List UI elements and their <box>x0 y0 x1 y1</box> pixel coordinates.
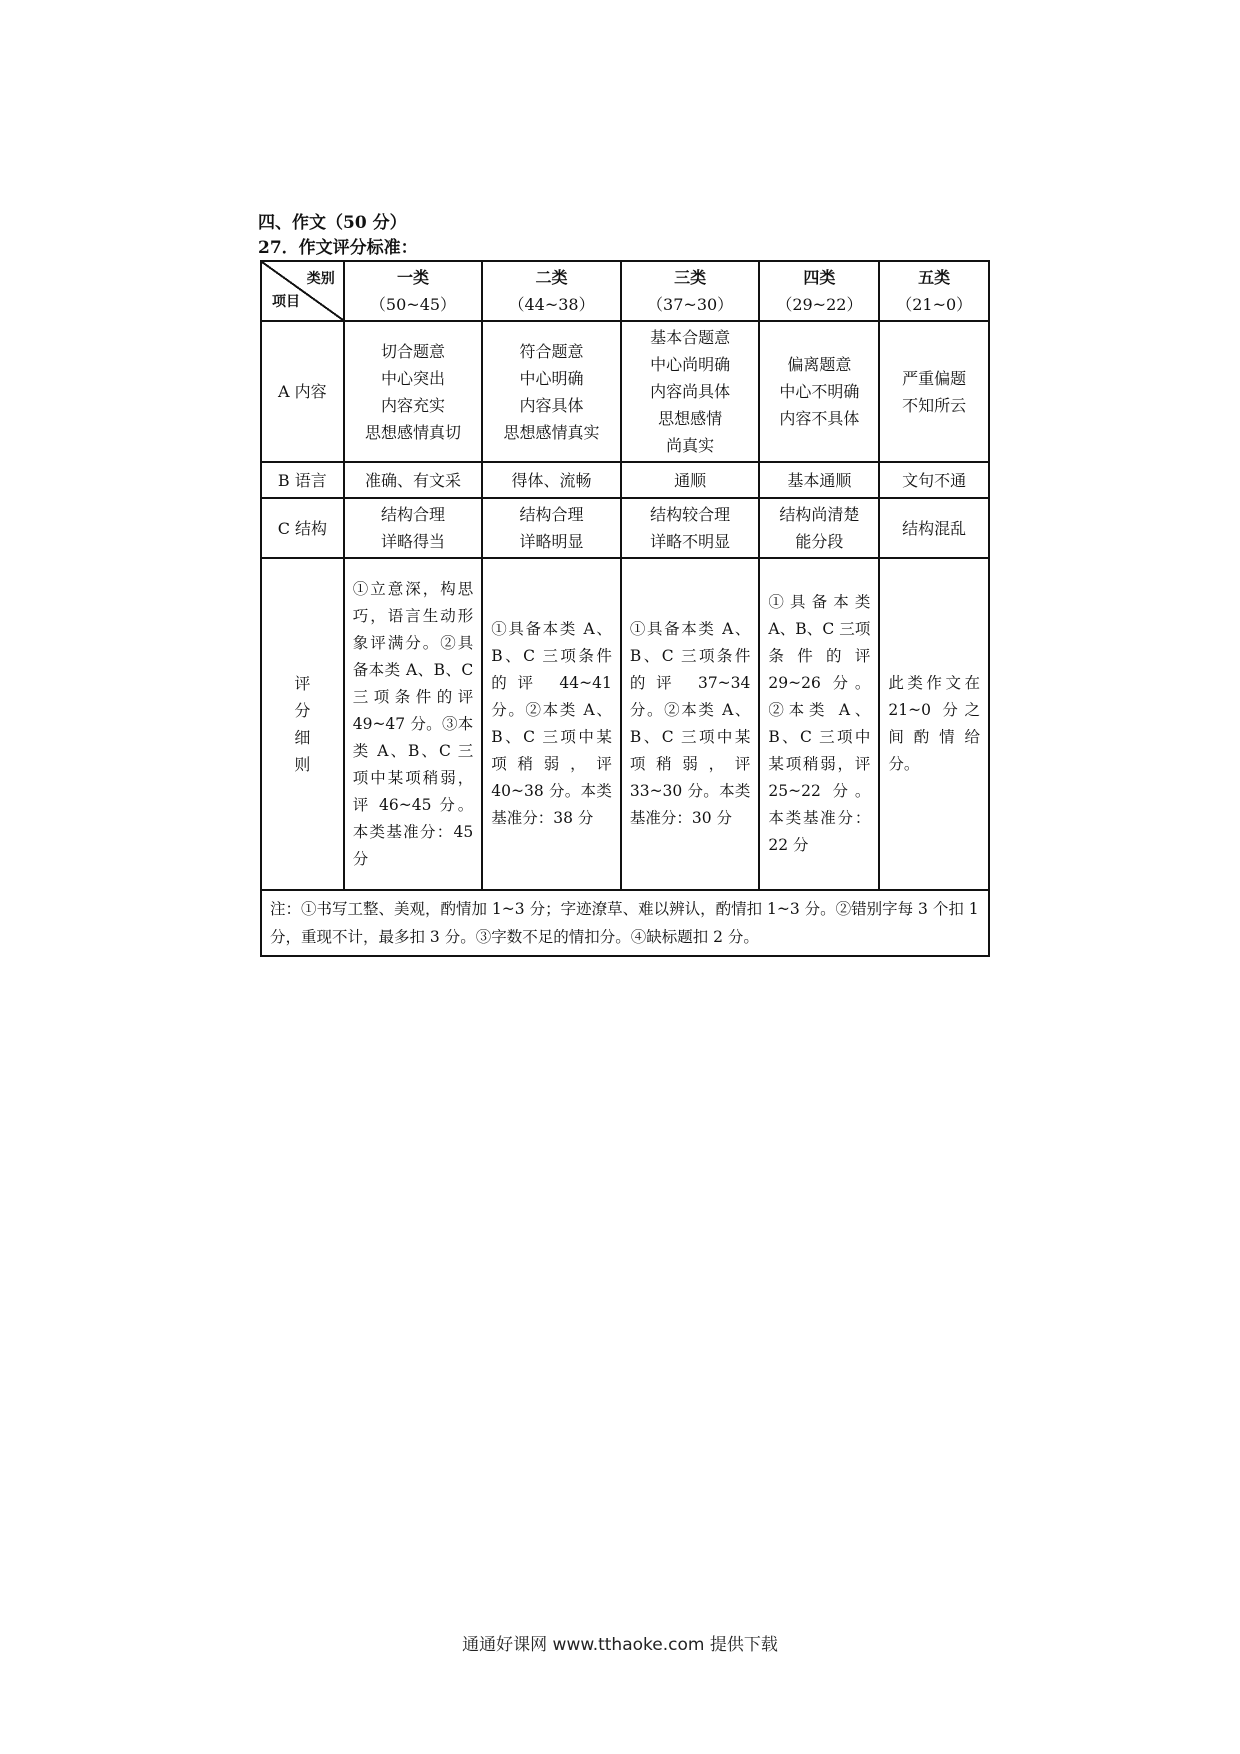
rubric-note: 注：①书写工整、美观，酌情加 1~3 分；字迹潦草、难以辨认，酌情扣 1~3 分。②错别字每 3 个扣 1 分，重现不计，最多扣 3 分。③字数不足的情扣分。④缺标题扣 2 分。 <box>261 890 989 956</box>
note-row <box>261 890 989 956</box>
language-cell-2: 得体、流畅 <box>482 462 621 498</box>
structure-row <box>261 498 989 558</box>
header-row <box>261 261 989 321</box>
col-header-5: 五类 （21~0） <box>879 261 989 321</box>
structure-cell-1: 结构合理 详略得当 <box>344 498 483 558</box>
language-cell-3: 通顺 <box>621 462 760 498</box>
details-cell-2: ①具备本类 A、B、C 三项条件的评 44~41 分。②本类 A、B、C 三项中某项稍弱，评 40~38 分。本类基准分：38 分 <box>482 558 621 890</box>
corner-category: 类别 <box>306 271 335 287</box>
col-header-4: 四类 （29~22） <box>759 261 879 321</box>
structure-cell-2: 结构合理 详略明显 <box>482 498 621 558</box>
col-header-1: 一类 （50~45） <box>344 261 483 321</box>
col-header-3: 三类 （37~30） <box>621 261 760 321</box>
structure-row-label: C 结构 <box>261 498 344 558</box>
language-cell-5: 文句不通 <box>879 462 989 498</box>
details-row <box>261 558 989 890</box>
details-cell-1: ①立意深，构思巧，语言生动形象评满分。②具备本类 A、B、C 三项条件的评 49~47 分。③本类 A、B、C 三项中某项稍弱，评 46~45 分。本类基准分：45 分 <box>344 558 483 890</box>
corner-cell <box>261 261 344 321</box>
content-cell-2: 符合题意 中心明确 内容具体 思想感情真实 <box>482 321 621 462</box>
content-row-label: A 内容 <box>261 321 344 462</box>
structure-cell-5: 结构混乱 <box>879 498 989 558</box>
content-row <box>261 321 989 462</box>
language-cell-1: 准确、有文采 <box>344 462 483 498</box>
content-cell-5: 严重偏题 不知所云 <box>879 321 989 462</box>
footer-credit: 通通好课网 www.tthaoke.com 提供下载 <box>462 1635 778 1655</box>
col-header-2: 二类 （44~38） <box>482 261 621 321</box>
structure-cell-3: 结构较合理 详略不明显 <box>621 498 760 558</box>
corner-item: 项目 <box>272 294 300 310</box>
language-row-label: B 语言 <box>261 462 344 498</box>
details-cell-3: ①具备本类 A、B、C 三项条件的评 37~34 分。②本类 A、B、C 三项中某项稍弱，评 33~30 分。本类基准分：30 分 <box>621 558 760 890</box>
structure-cell-4: 结构尚清楚 能分段 <box>759 498 879 558</box>
question-title: 27．作文评分标准： <box>258 238 418 258</box>
language-row <box>261 462 989 498</box>
content-cell-1: 切合题意 中心突出 内容充实 思想感情真切 <box>344 321 483 462</box>
content-cell-4: 偏离题意 中心不明确 内容不具体 <box>759 321 879 462</box>
details-cell-4: ①具备本类 A、B、C 三项条件的评 29~26 分。②本类 A、B、C 三项中某项稍弱，评 25~22 分。本类基准分：22 分 <box>759 558 879 890</box>
section-title: 四、作文（50 分） <box>258 213 407 233</box>
language-cell-4: 基本通顺 <box>759 462 879 498</box>
details-row-label: 评 分 细 则 <box>261 558 344 890</box>
details-cell-5: 此类作文在 21~0 分之间酌情给分。 <box>879 558 989 890</box>
essay-rubric-table <box>260 260 990 957</box>
content-cell-3: 基本合题意 中心尚明确 内容尚具体 思想感情 尚真实 <box>621 321 760 462</box>
